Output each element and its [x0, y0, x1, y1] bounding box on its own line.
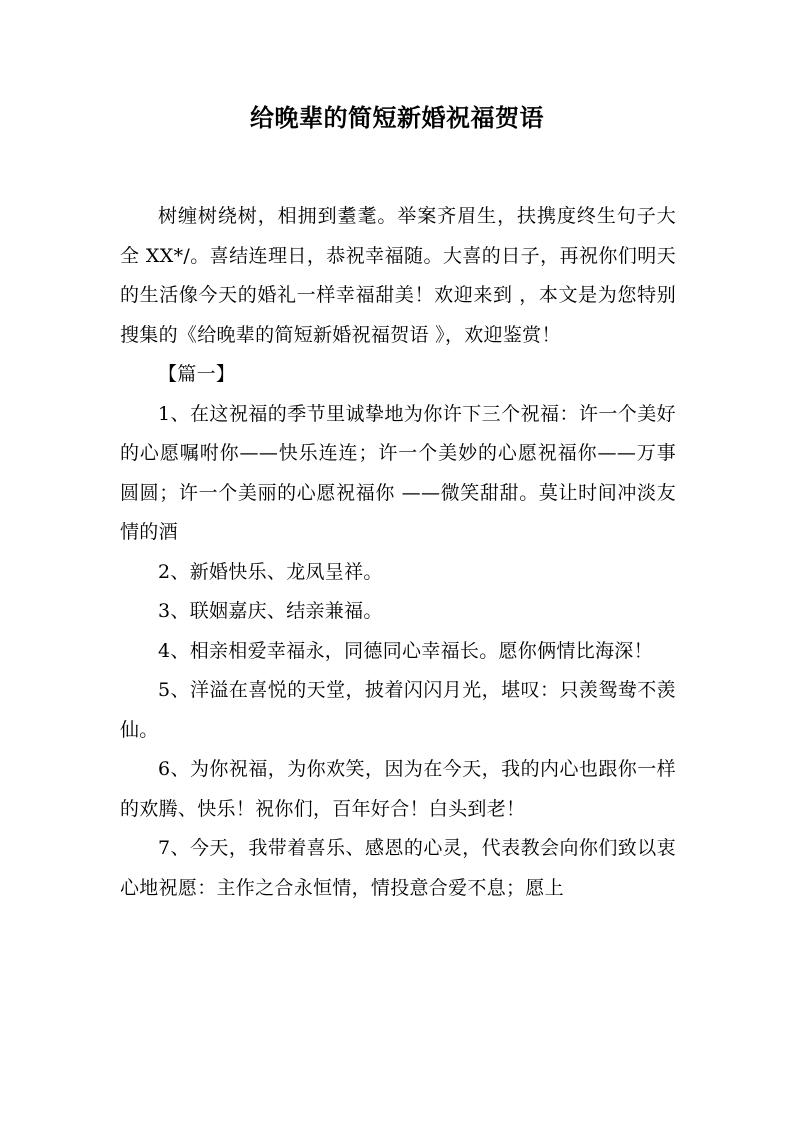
blessing-item-7: 7、今天，我带着喜乐、感恩的心灵，代表教会向你们致以衷心地祝愿：主作之合永恒情，情投意合爱不息；愿上: [120, 837, 676, 899]
blessing-item-1: 1、在这祝福的季节里诚挚地为你许下三个祝福：许一个美好的心愿嘱咐你——快乐连连；许一个美妙的心愿祝福你——万事圆圆；许一个美丽的心愿祝福你 ——微笑甜甜。莫让时间冲淡友情的酒: [120, 402, 676, 543]
blessing-item-3: 3、联姻嘉庆、结亲兼福。: [158, 600, 383, 622]
blessing-item-2: 2、新婚快乐、龙凤呈祥。: [158, 560, 383, 583]
section-heading: 【篇一】: [158, 363, 236, 385]
blessing-item-5: 5、洋溢在喜悦的天堂，披着闪闪月光，堪叹：只羡鸳鸯不羡仙。: [120, 679, 676, 741]
page-title: 给晚辈的简短新婚祝福贺语: [250, 104, 544, 132]
intro-paragraph: 树缠树绕树，相拥到耋耄。举案齐眉生，扶携度终生句子大全 XX*/。喜结连理日，恭祝幸福随。大喜的日子，再祝你们明天的生活像今天的婚礼一样幸福甜美！欢迎来到 ，本文是为您特别搜集的《给晚辈的简短新婚祝福贺语 》，欢迎鉴赏！: [120, 205, 676, 346]
blessing-item-6: 6、为你祝福，为你欢笑，因为在今天，我的内心也跟你一样的欢腾、快乐！祝你们，百年好合！白头到老！: [120, 758, 676, 820]
document-body: [120, 197, 676, 908]
blessing-item-4: 4、相亲相爱幸福永，同德同心幸福长。愿你俩情比海深！: [158, 639, 653, 662]
